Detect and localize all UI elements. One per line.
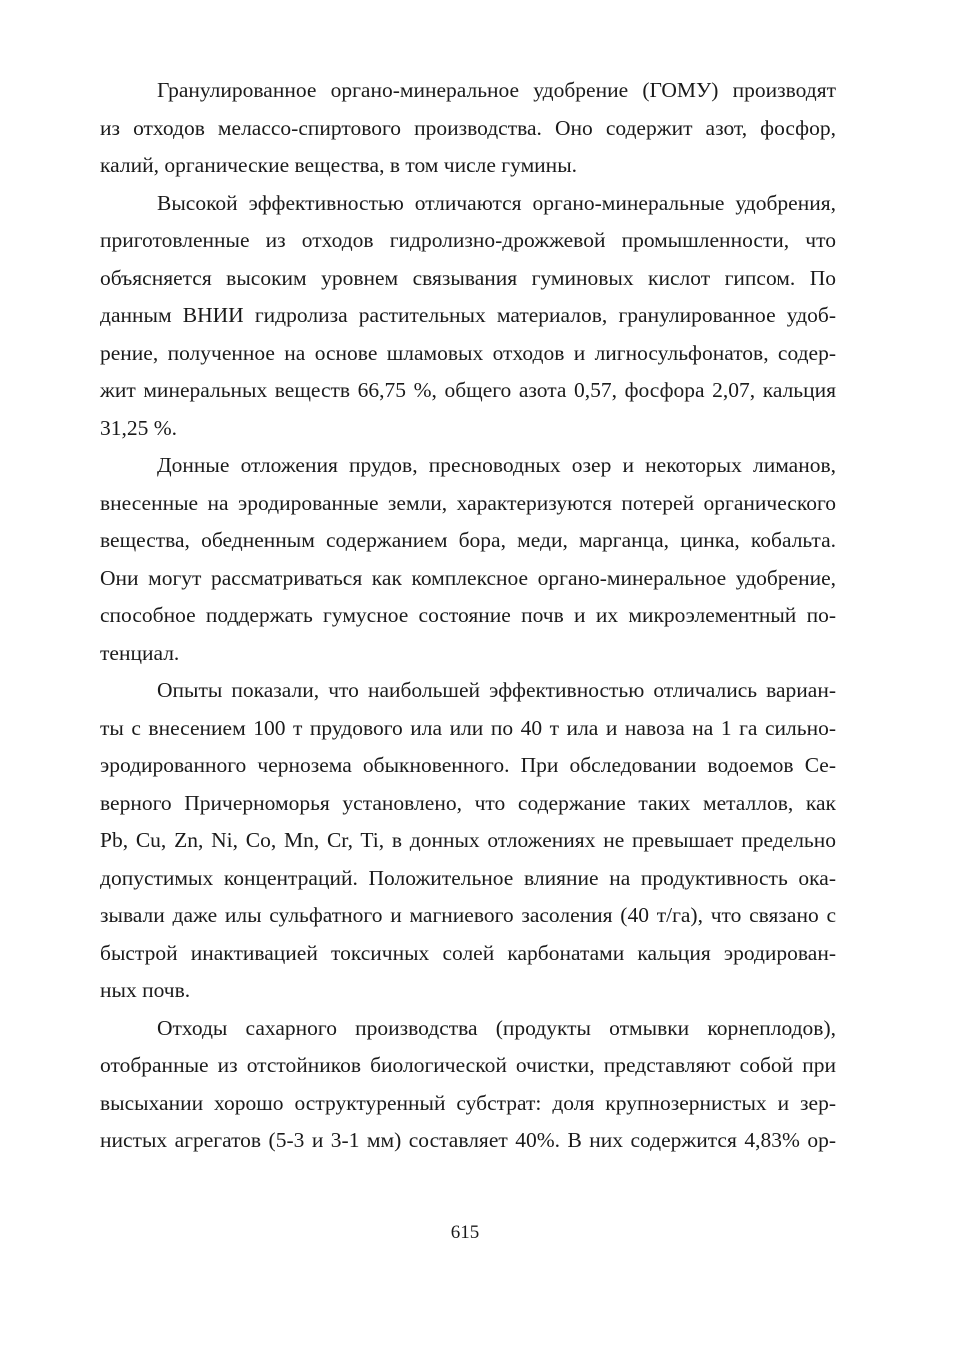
text-line: зывали даже илы сульфатного и магниевого засоления (40 т/га), что связано с [100,903,836,927]
text-line: приготовленные из отходов гидролизно-дрожжевой промышленности, что [100,228,836,252]
text-line: высыхании хорошо оструктуренный субстрат: доля крупнозернистых и зер- [100,1090,836,1115]
text-line: рение, полученное на основе шламовых отходов и лигносульфонатов, содер- [100,340,836,365]
text-line: Отходы сахарного производства (продукты отмывки корнеплодов), [157,1015,836,1040]
text-line: данным ВНИИ гидролиза растительных материалов, гранулированное удоб- [100,303,836,327]
text-line: ных почв. [100,978,191,1002]
text-line: Высокой эффективностью отличаются органо-минеральные удобрения, [157,190,836,215]
page-number: 615 [450,1222,480,1243]
text-line: объясняется высоким уровнем связывания гуминовых кислот гипсом. По [100,265,836,290]
text-line: быстрой инактивацией токсичных солей карбонатами кальция эродирован- [100,940,836,965]
text-line: ты с внесением 100 т прудового ила или по 40 т ила и навоза на 1 га сильно- [100,715,836,740]
paragraph-3 [100,447,836,672]
text-line: Pb, Cu, Zn, Ni, Co, Mn, Cr, Ti, в донных отложениях не превышает предельно [100,828,836,852]
page-body [100,72,836,1160]
text-line: нистых агрегатов (5-3 и 3-1 мм) составляет 40%. В них содержится 4,83% ор- [100,1128,836,1152]
text-line: внесенные на эродированные земли, характеризуются потерей органического [100,490,836,515]
paragraph-2 [100,185,836,448]
text-line: верного Причерноморья установлено, что содержание таких металлов, как [100,790,836,815]
text-line: отобранные из отстойников биологической очистки, представляют собой при [100,1053,836,1077]
text-line: тенциал. [100,640,180,665]
text-line: Опыты показали, что наибольшей эффективностью отличались вариан- [157,678,836,702]
paragraph-1 [100,72,836,185]
text-line: Гранулированное органо-минеральное удобрение (ГОМУ) производят [157,78,836,102]
paragraph-4 [100,672,836,1010]
text-line: Они могут рассматриваться как комплексное органо-минеральное удобрение, [100,565,836,590]
text-line: вещества, обедненным содержанием бора, меди, марганца, цинка, кобальта. [100,528,836,552]
text-line: допустимых концентраций. Положительное влияние на продуктивность ока- [100,865,836,890]
text-line: способное поддержать гумусное состояние почв и их микроэлементный по- [100,603,836,627]
text-line: 31,25 %. [100,415,178,440]
text-line: жит минеральных веществ 66,75 %, общего азота 0,57, фосфора 2,07, кальция [100,378,836,402]
text-line: из отходов мелассо-спиртового производства. Оно содержит азот, фосфор, [100,115,836,140]
text-line: эродированного чернозема обыкновенного. При обследовании водоемов Се- [100,753,836,777]
text-line: калий, органические вещества, в том числе гумины. [100,153,578,177]
paragraph-5 [100,1010,836,1160]
text-line: Донные отложения прудов, пресноводных озер и некоторых лиманов, [157,453,836,477]
